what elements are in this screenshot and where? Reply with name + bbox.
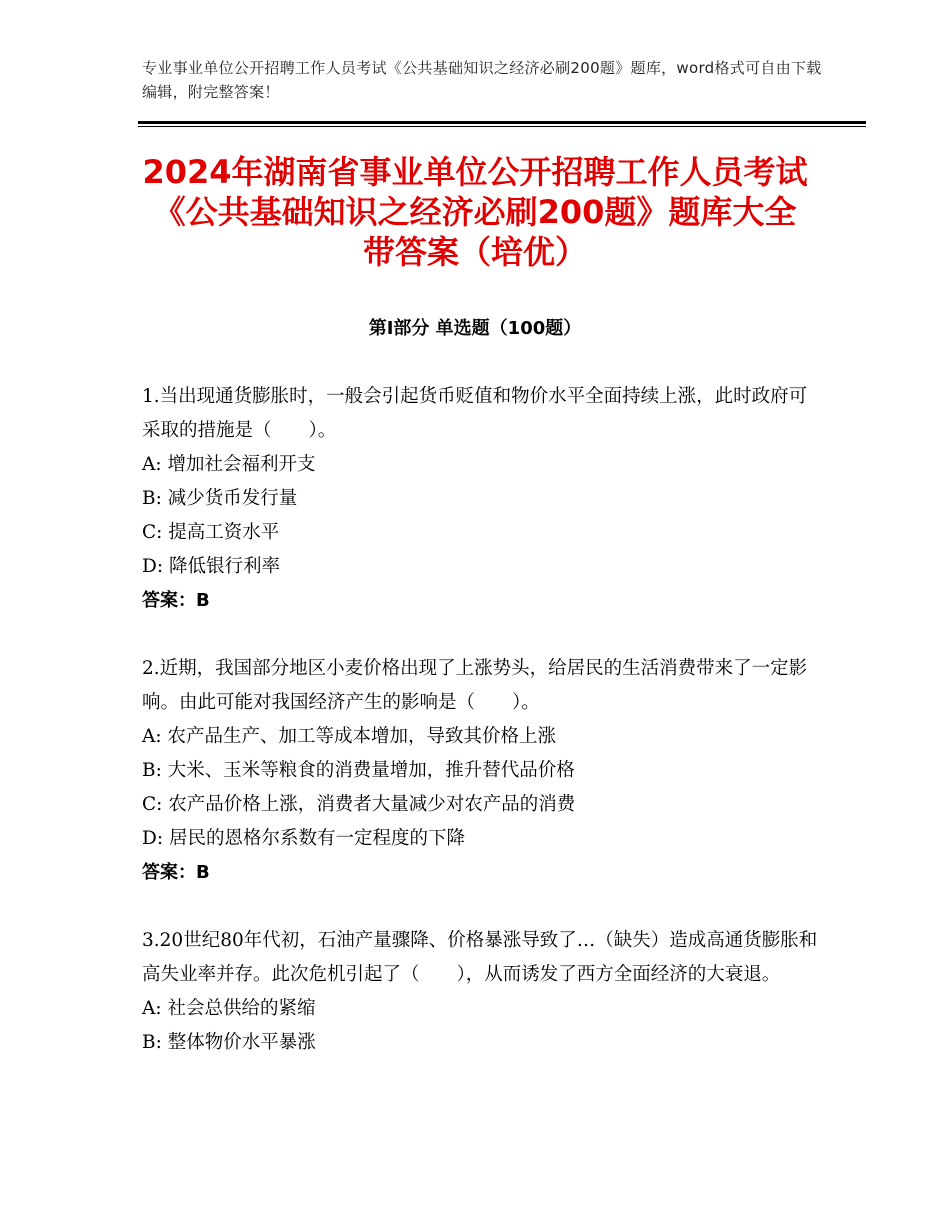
header-note: 专业事业单位公开招聘工作人员考试《公共基础知识之经济必刷200题》题库，word格式可自由下载编辑，附完整答案！ [142, 59, 822, 101]
question-list [142, 380, 822, 1094]
document-title: 2024年湖南省事业单位公开招聘工作人员考试《公共基础知识之经济必刷200题》题库大全带答案（培优） [142, 153, 808, 271]
header-divider-thick [138, 121, 866, 124]
question-1 [142, 380, 822, 618]
option-a: A: 增加社会福利开支 [142, 454, 316, 475]
answer: 答案：B [142, 590, 210, 611]
option-a: A: 社会总供给的紧缩 [142, 998, 316, 1019]
option-b: B: 大米、玉米等粮食的消费量增加，推升替代品价格 [142, 760, 575, 781]
question-stem: 2.近期，我国部分地区小麦价格出现了上涨势头，给居民的生活消费带来了一定影响。由此可能对我国经济产生的影响是（ ）。 [142, 658, 808, 713]
option-c: C: 提高工资水平 [142, 522, 280, 543]
header-divider-thin [138, 126, 866, 127]
answer: 答案：B [142, 862, 210, 883]
question-3 [142, 924, 822, 1060]
question-stem: 1.当出现通货膨胀时，一般会引起货币贬值和物价水平全面持续上涨，此时政府可采取的措施是（ ）。 [142, 386, 808, 441]
option-d: D: 居民的恩格尔系数有一定程度的下降 [142, 828, 465, 849]
question-stem: 3.20世纪80年代初，石油产量骤降、价格暴涨导致了…（缺失）造成高通货膨胀和高失业率并存。此次危机引起了（ ），从而诱发了西方全面经济的大衰退。 [142, 930, 818, 985]
question-2 [142, 652, 822, 890]
option-b: B: 整体物价水平暴涨 [142, 1032, 316, 1053]
option-a: A: 农产品生产、加工等成本增加，导致其价格上涨 [142, 726, 556, 747]
option-d: D: 降低银行利率 [142, 556, 280, 577]
section-heading: 第Ⅰ部分 单选题（100题） [368, 318, 582, 339]
option-c: C: 农产品价格上涨，消费者大量减少对农产品的消费 [142, 794, 576, 815]
option-b: B: 减少货币发行量 [142, 488, 298, 509]
